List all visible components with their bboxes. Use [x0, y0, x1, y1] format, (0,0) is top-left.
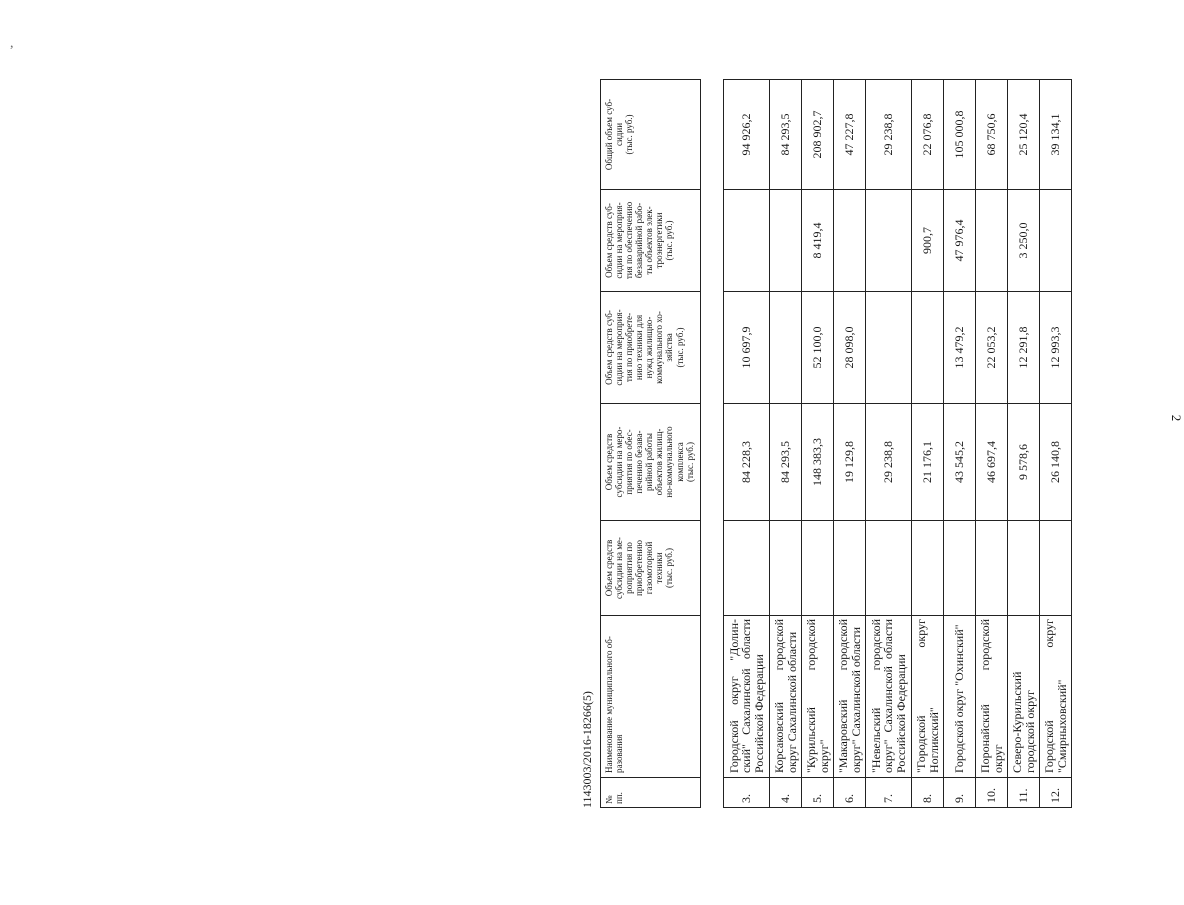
- row-number: 7.: [866, 778, 912, 808]
- table-row: [976, 80, 1008, 808]
- total-value: 84 293,5: [770, 80, 802, 190]
- municipality-name: Поронайский городской округ: [976, 616, 1008, 778]
- energy-value: 8 419,4: [802, 190, 834, 292]
- energy-value: [834, 190, 866, 292]
- municipality-name: "Курильский городской округ": [802, 616, 834, 778]
- table-header-row: [601, 80, 701, 808]
- table-row: [770, 80, 802, 808]
- rotated-document: [580, 38, 1184, 808]
- table-row: [802, 80, 834, 808]
- energy-value: 47 976,4: [944, 190, 976, 292]
- total-value: 47 227,8: [834, 80, 866, 190]
- repair-value: 46 697,4: [976, 404, 1008, 521]
- gas-value: [976, 521, 1008, 616]
- row-number: 6.: [834, 778, 866, 808]
- document-code: 1143003/2016-18266(5): [580, 691, 594, 808]
- repair-value: 84 228,3: [724, 404, 770, 521]
- total-value: 105 000,8: [944, 80, 976, 190]
- energy-value: 900,7: [912, 190, 944, 292]
- municipality-name: Городской округ "Охинский": [944, 616, 976, 778]
- municipality-name: "Невельский городской округ" Сахалинской области Российской Федерации: [866, 616, 912, 778]
- municipality-name: "Макаровский городской округ" Сахалинской области: [834, 616, 866, 778]
- municipality-name: Северо-Курильский городской округ: [1008, 616, 1040, 778]
- header-housing-repair: Объем средств субсидии на меро- приятия по обес- печению безава- рийной работы объектов жилищ- но-коммунального комплекса (тыс. руб.): [601, 404, 701, 521]
- table-row: [724, 80, 770, 808]
- table-row: [1008, 80, 1040, 808]
- gas-value: [834, 521, 866, 616]
- gas-value: [802, 521, 834, 616]
- scan-mark: ,: [10, 36, 14, 51]
- page-number: 2: [1169, 414, 1184, 422]
- energy-value: [724, 190, 770, 292]
- subsidy-table: [600, 79, 1072, 808]
- header-power-objects: Объем средств суб- сидии на мероприя- тия по обеспечению безаварийной рабо- ты объектов элек- троэнергетики (тыс. руб.): [601, 190, 701, 292]
- row-number: 11.: [1008, 778, 1040, 808]
- total-value: 94 926,2: [724, 80, 770, 190]
- equipment-value: [866, 292, 912, 404]
- table-row: [912, 80, 944, 808]
- equipment-value: 12 993,3: [1040, 292, 1072, 404]
- energy-value: [976, 190, 1008, 292]
- equipment-value: [770, 292, 802, 404]
- total-value: 22 076,8: [912, 80, 944, 190]
- repair-value: 9 578,6: [1008, 404, 1040, 521]
- total-value: 25 120,4: [1008, 80, 1040, 190]
- gas-value: [724, 521, 770, 616]
- table-row: [866, 80, 912, 808]
- total-value: 39 134,1: [1040, 80, 1072, 190]
- row-number: 10.: [976, 778, 1008, 808]
- municipality-name: Городской округ "Долин-ский" Сахалинской области Российской Федерации: [724, 616, 770, 778]
- row-number: 4.: [770, 778, 802, 808]
- total-value: 208 902,7: [802, 80, 834, 190]
- row-number: 12.: [1040, 778, 1072, 808]
- header-num: № пп.: [601, 778, 701, 808]
- energy-value: 3 250,0: [1008, 190, 1040, 292]
- gas-value: [1008, 521, 1040, 616]
- energy-value: [770, 190, 802, 292]
- table-row: [1040, 80, 1072, 808]
- equipment-value: 22 053,2: [976, 292, 1008, 404]
- gas-value: [912, 521, 944, 616]
- municipality-name: "Городской округ Ногликский": [912, 616, 944, 778]
- equipment-value: 13 479,2: [944, 292, 976, 404]
- equipment-value: 12 291,8: [1008, 292, 1040, 404]
- header-gas-vehicles: Объем средств субсидии на ме- роприятия по приобретению газомоторной техники (тыс. руб.): [601, 521, 701, 616]
- header-name: Наименование муниципального об- разования: [601, 616, 701, 778]
- repair-value: 29 238,8: [866, 404, 912, 521]
- municipality-name: Корсаковский городской округ Сахалинской области: [770, 616, 802, 778]
- repair-value: 21 176,1: [912, 404, 944, 521]
- row-number: 3.: [724, 778, 770, 808]
- header-total: Общий объем суб- сидии (тыс. руб.): [601, 80, 701, 190]
- energy-value: [866, 190, 912, 292]
- table-row: [834, 80, 866, 808]
- equipment-value: 52 100,0: [802, 292, 834, 404]
- row-number: 5.: [802, 778, 834, 808]
- municipality-name: Городской округ "Смирныховский": [1040, 616, 1072, 778]
- gas-value: [1040, 521, 1072, 616]
- row-number: 8.: [912, 778, 944, 808]
- repair-value: 84 293,5: [770, 404, 802, 521]
- row-number: 9.: [944, 778, 976, 808]
- gas-value: [770, 521, 802, 616]
- repair-value: 148 383,3: [802, 404, 834, 521]
- equipment-value: 10 697,9: [724, 292, 770, 404]
- table-row: [944, 80, 976, 808]
- total-value: 68 750,6: [976, 80, 1008, 190]
- gas-value: [944, 521, 976, 616]
- energy-value: [1040, 190, 1072, 292]
- total-value: 29 238,8: [866, 80, 912, 190]
- gas-value: [866, 521, 912, 616]
- equipment-value: 28 098,0: [834, 292, 866, 404]
- equipment-value: [912, 292, 944, 404]
- repair-value: 19 129,8: [834, 404, 866, 521]
- repair-value: 26 140,8: [1040, 404, 1072, 521]
- repair-value: 43 545,2: [944, 404, 976, 521]
- table-gap: [701, 80, 724, 808]
- header-housing-equipment: Объем средств суб- сидии на мероприя- тия по приобрете- нию техники для нужд жилищно- коммунального хо- зяйства (тыс. руб.): [601, 292, 701, 404]
